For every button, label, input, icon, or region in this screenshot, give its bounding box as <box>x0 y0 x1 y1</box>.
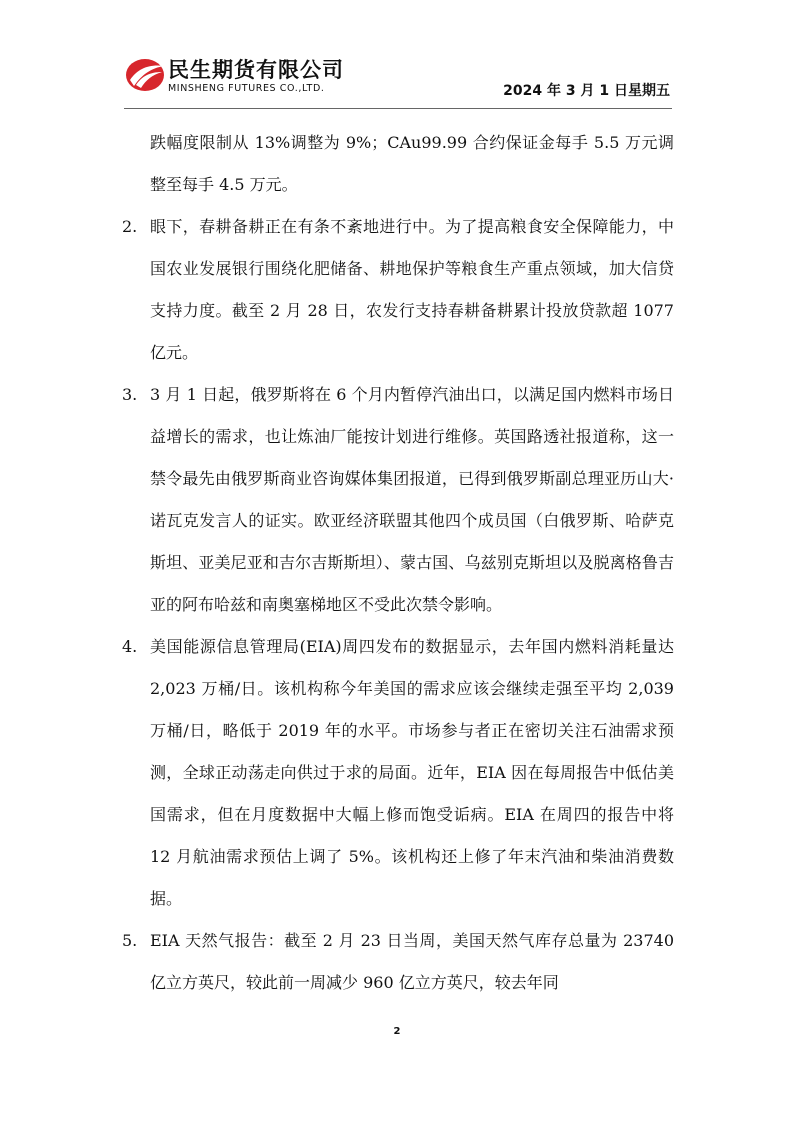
company-name-en: MINSHENG FUTURES CO.,LTD. <box>168 83 325 94</box>
list-item <box>122 206 674 374</box>
list-item <box>122 374 674 626</box>
item-text: 美国能源信息管理局(EIA)周四发布的数据显示，去年国内燃料消耗量达 2,023 万桶/日。该机构称今年美国的需求应该会继续走强至平均 2,039 万桶/日，略低于 2019 年的水平。市场参与者正在密切关注石油需求预测，全球正动荡走向供过于求的局面。近年，EIA 因在每周报告中低估美国需求，但在月度数据中大幅上修而饱受诟病。EIA 在周四的报告中将 12 月航油需求预估上调了 5%。该机构还上修了年末汽油和柴油消费数据。 <box>150 637 674 908</box>
report-date: 2024 年 3 月 1 日星期五 <box>503 83 670 99</box>
item-number: 5. <box>122 931 138 950</box>
company-name-cn: 民生期货有限公司 <box>168 58 344 82</box>
page-header <box>0 0 794 112</box>
company-logo <box>124 54 364 102</box>
list-item <box>122 920 674 1004</box>
item-text: 3 月 1 日起，俄罗斯将在 6 个月内暂停汽油出口，以满足国内燃料市场日益增长的需求，也让炼油厂能按计划进行维修。英国路透社报道称，这一禁令最先由俄罗斯商业咨询媒体集团报道，已得到俄罗斯副总理亚历山大·诺瓦克发言人的证实。欧亚经济联盟其他四个成员国（白俄罗斯、哈萨克斯坦、亚美尼亚和吉尔吉斯斯坦）、蒙古国、乌兹别克斯坦以及脱离格鲁吉亚的阿布哈兹和南奥塞梯地区不受此次禁令影响。 <box>150 385 674 614</box>
item-number: 3. <box>122 385 138 404</box>
item-number: 2. <box>122 217 138 236</box>
list-item <box>122 626 674 920</box>
item-text: 眼下，春耕备耕正在有条不紊地进行中。为了提高粮食安全保障能力，中国农业发展银行围绕化肥储备、耕地保护等粮食生产重点领域，加大信贷支持力度。截至 2 月 28 日，农发行支持春耕备耕累计投放贷款超 1077 亿元。 <box>150 217 674 362</box>
item-text: EIA 天然气报告：截至 2 月 23 日当周，美国天然气库存总量为 23740 亿立方英尺，较此前一周减少 960 亿立方英尺，较去年同 <box>150 931 674 992</box>
minsheng-swoosh-logo-icon <box>124 56 166 94</box>
item-number: 4. <box>122 637 138 656</box>
header-divider <box>124 108 672 109</box>
article-body <box>122 122 674 1004</box>
page-number: 2 <box>393 1026 401 1037</box>
continued-paragraph: 跌幅度限制从 13%调整为 9%；CAu99.99 合约保证金每手 5.5 万元调整至每手 4.5 万元。 <box>150 133 674 194</box>
